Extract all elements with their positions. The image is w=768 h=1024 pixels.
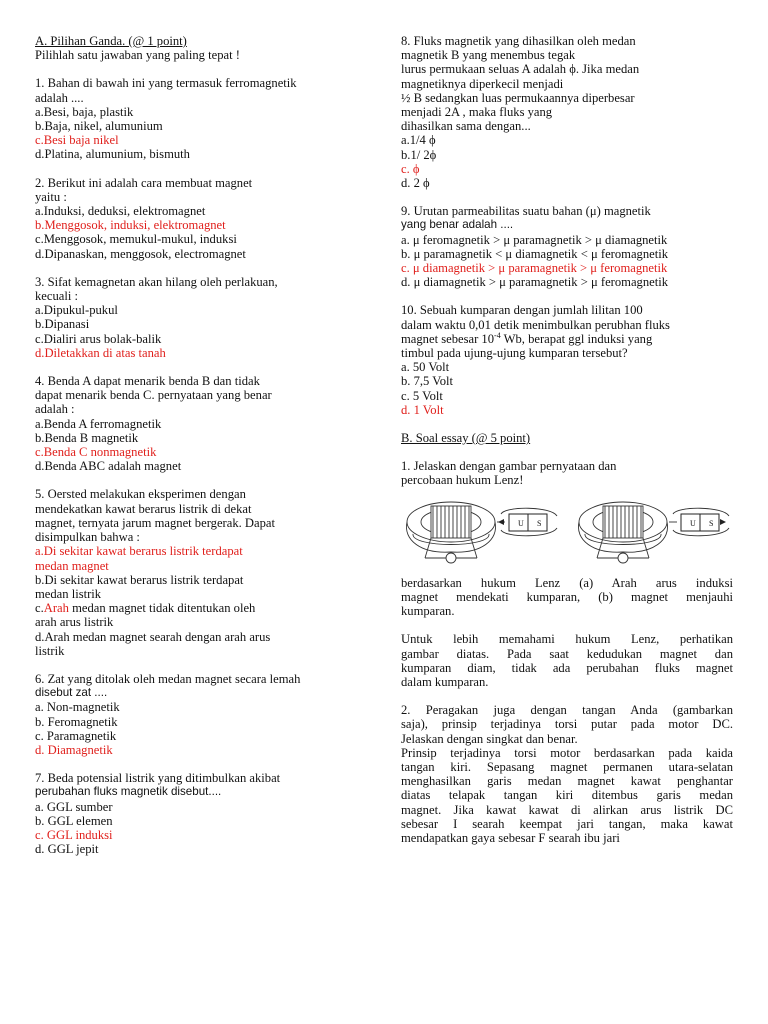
section-a-title: A. Pilihan Ganda. (@ 1 point)	[35, 34, 187, 48]
lenz-figure-b	[573, 492, 733, 574]
option-c-answer: c. GGL induksi	[35, 827, 113, 842]
question-text-part: Wb, berapat ggl induksi yang	[500, 331, 653, 346]
caption-line: magnet mendekati kumparan, (b) magnet menjauhi	[401, 589, 733, 604]
option-a: a.Besi, baja, plastik	[35, 104, 134, 119]
magnet-pole-s: S	[709, 518, 714, 528]
question-text: 1. Bahan di bawah ini yang termasuk ferromagnetik	[35, 76, 297, 91]
question-10	[401, 303, 733, 417]
question-text: adalah :	[35, 402, 75, 417]
essay-line: Prinsip terjadinya torsi motor berdasarkan pada kaida	[401, 745, 733, 760]
option-b: b.Baja, nikel, alumunium	[35, 119, 163, 134]
essay-line: Jelaskan dengan singkat dan benar.	[401, 731, 578, 746]
option-b: b.Di sekitar kawat berarus listrik terdapat	[35, 572, 244, 587]
question-text: magnetik B yang menembus tegak	[401, 48, 576, 63]
option-d-answer: d. Diamagnetik	[35, 742, 113, 757]
section-b-title: B. Soal essay (@ 5 point)	[401, 431, 531, 446]
option-b: b. Feromagnetik	[35, 714, 118, 729]
question-1	[35, 76, 365, 161]
lenz-figure-a	[401, 492, 561, 574]
option-b: b.Benda B magnetik	[35, 430, 139, 445]
option-a: a. μ feromagnetik > μ paramagnetik > μ diamagnetik	[401, 232, 668, 247]
question-text: adalah ....	[35, 90, 84, 105]
exponent: -4	[494, 330, 501, 340]
option-d-answer: d.Diletakkan di atas tanah	[35, 345, 166, 360]
option-b: b. 7,5 Volt	[401, 374, 454, 389]
essay-2	[401, 703, 733, 845]
question-2	[35, 176, 365, 261]
question-text: 7. Beda potensial listrik yang ditimbulkan akibat	[35, 771, 281, 786]
option-b: b.1/ 2ϕ	[401, 147, 437, 162]
option-c-prefix: c.	[35, 601, 44, 616]
essay-line: saja), prinsip terjadinya torsi putar pada motor DC.	[401, 717, 733, 732]
question-text: 8. Fluks magnetik yang dihasilkan oleh medan	[401, 34, 636, 48]
question-text: yaitu :	[35, 189, 67, 204]
essay-line: magnet. Jika kawat kawat di alirkan arus listrik DC	[401, 802, 733, 817]
section-a-instruction: Pilihlah satu jawaban yang paling tepat !	[35, 48, 240, 63]
magnet-pole-u: U	[690, 518, 696, 528]
option-a: a.Benda A ferromagnetik	[35, 416, 162, 431]
option-a: a. 50 Volt	[401, 360, 450, 375]
question-text: ½ B sedangkan luas permukaannya diperbesar	[401, 90, 635, 105]
essay-line: tangan kiri. Sepasang magnet permanen utara-selatan	[401, 759, 733, 774]
option-c-answer: c.Benda C nonmagnetik	[35, 445, 157, 460]
option-b: b.Dipanasi	[35, 317, 90, 332]
option-a-answer: a.Di sekitar kawat berarus listrik terdapat	[35, 544, 243, 559]
option-c-answer: c. μ diamagnetik > μ paramagnetik > μ feromagnetik	[401, 261, 668, 276]
caption-line: berdasarkan hukum Lenz (a) Arah arus induksi	[401, 575, 733, 590]
option-d-cont: listrik	[35, 643, 65, 658]
question-text: timbul pada ujung-ujung kumparan tersebut?	[401, 346, 628, 361]
right-column	[401, 34, 733, 845]
option-d: d.Benda ABC adalah magnet	[35, 459, 182, 474]
essay-line: menghasilkan garis medan magnet kawat penghantar	[401, 774, 733, 789]
essay-1-text: percobaan hukum Lenz!	[401, 473, 524, 488]
option-b-answer: b.Menggosok, induksi, elektromagnet	[35, 218, 226, 233]
paragraph-line: kumparan diam, tidak ada perubahan fluks magnet	[401, 660, 733, 675]
option-c: c.Menggosok, memukul-mukul, induksi	[35, 232, 237, 247]
question-text: disimpulkan bahwa :	[35, 530, 140, 545]
essay-line: diatas telapak tangan kiri ditembus garis medan	[401, 788, 733, 803]
option-d: d. 2 ϕ	[401, 176, 430, 191]
question-text: 6. Zat yang ditolak oleh medan magnet secara lemah	[35, 671, 301, 686]
essay-line: 2. Peragakan juga dengan tangan Anda (gambarkan	[401, 703, 733, 718]
option-c-rest: medan magnet tidak ditentukan oleh	[68, 601, 256, 616]
option-c: c.Dialiri arus bolak-balik	[35, 331, 162, 346]
question-3	[35, 275, 365, 360]
option-c: c. Paramagnetik	[35, 728, 117, 743]
question-text: magnetiknya diperkecil menjadi	[401, 76, 564, 91]
paragraph-line: gambar diatas. Pada saat kedudukan magnet dan	[401, 646, 733, 661]
paragraph-line: Untuk lebih memahami hukum Lenz, perhatikan	[401, 632, 733, 647]
question-4	[35, 374, 365, 473]
option-c-highlight: Arah	[43, 601, 69, 616]
question-text: 3. Sifat kemagnetan akan hilang oleh perlakuan,	[35, 274, 278, 289]
question-text: mendekatkan kawat berarus listrik di dekat	[35, 501, 252, 516]
essay-line: mendapatkan gaya sebesar F searah ibu jari	[401, 830, 620, 845]
question-text: lurus permukaan seluas A adalah ϕ. Jika medan	[401, 62, 640, 77]
question-text: dihasilkan sama dengan...	[401, 119, 531, 134]
question-text: 4. Benda A dapat menarik benda B dan tidak	[35, 374, 260, 389]
option-b-cont: medan listrik	[35, 586, 102, 601]
left-column	[35, 34, 365, 856]
question-text: perubahan fluks magnetik disebut....	[35, 785, 222, 799]
question-text: 2. Berikut ini adalah cara membuat magnet	[35, 175, 253, 190]
option-d: d.Platina, alumunium, bismuth	[35, 147, 190, 162]
option-c-cont: arah arus listrik	[35, 615, 114, 630]
option-d: d. GGL jepit	[35, 842, 99, 857]
question-text: 5. Oersted melakukan eksperimen dengan	[35, 487, 246, 502]
option-b: b. μ paramagnetik < μ diamagnetik < μ feromagnetik	[401, 246, 669, 261]
option-a-answer-cont: medan magnet	[35, 558, 109, 573]
magnet-pole-u: U	[518, 518, 524, 528]
option-d: d.Dipanaskan, menggosok, electromagnet	[35, 246, 246, 261]
essay-1-text: 1. Jelaskan dengan gambar pernyataan dan	[401, 459, 617, 474]
essay-line: sebesar I searah keempat jari tangan, maka kawat	[401, 816, 733, 831]
option-d-answer: d. 1 Volt	[401, 402, 444, 417]
option-c: c. 5 Volt	[401, 388, 443, 403]
figure-caption	[401, 576, 733, 619]
lenz-paragraph	[401, 632, 733, 689]
question-text: yang benar adalah ....	[401, 218, 514, 232]
option-b: b. GGL elemen	[35, 813, 113, 828]
question-text: disebut zat ....	[35, 686, 108, 700]
question-text-part: magnet sebesar 10	[401, 331, 495, 346]
option-a: a.1/4 ϕ	[401, 133, 436, 148]
question-text: menjadi 2A , maka fluks yang	[401, 105, 553, 120]
question-8	[401, 34, 733, 190]
caption-line: kumparan.	[401, 604, 455, 619]
option-d: d.Arah medan magnet searah dengan arah arus	[35, 629, 271, 644]
question-7	[35, 771, 365, 856]
question-text: 10. Sebuah kumparan dengan jumlah lilitan 100	[401, 303, 643, 318]
question-9	[401, 204, 733, 289]
question-text: kecuali :	[35, 289, 79, 304]
option-a: a. GGL sumber	[35, 799, 113, 814]
paragraph-line: dalam kumparan.	[401, 674, 489, 689]
option-d: d. μ diamagnetik > μ paramagnetik > μ feromagnetik	[401, 275, 669, 290]
question-text: magnet, ternyata jarum magnet bergerak. Dapat	[35, 515, 275, 530]
question-6	[35, 672, 365, 757]
question-text	[401, 332, 733, 346]
option-a: a. Non-magnetik	[35, 700, 120, 715]
option-a: a.Induksi, deduksi, elektromagnet	[35, 204, 206, 219]
question-text: dalam waktu 0,01 detik menimbulkan perubhan fluks	[401, 317, 670, 332]
question-5	[35, 487, 365, 657]
lenz-law-figures	[401, 492, 733, 574]
question-text: 9. Urutan parmeabilitas suatu bahan (μ) magnetik	[401, 204, 651, 219]
option-a: a.Dipukul-pukul	[35, 303, 118, 318]
magnet-pole-s: S	[537, 518, 542, 528]
option-c	[35, 601, 365, 615]
question-text: dapat menarik benda C. pernyataan yang benar	[35, 388, 272, 403]
option-c-answer: c. ϕ	[401, 161, 420, 176]
option-c-answer: c.Besi baja nikel	[35, 133, 119, 148]
